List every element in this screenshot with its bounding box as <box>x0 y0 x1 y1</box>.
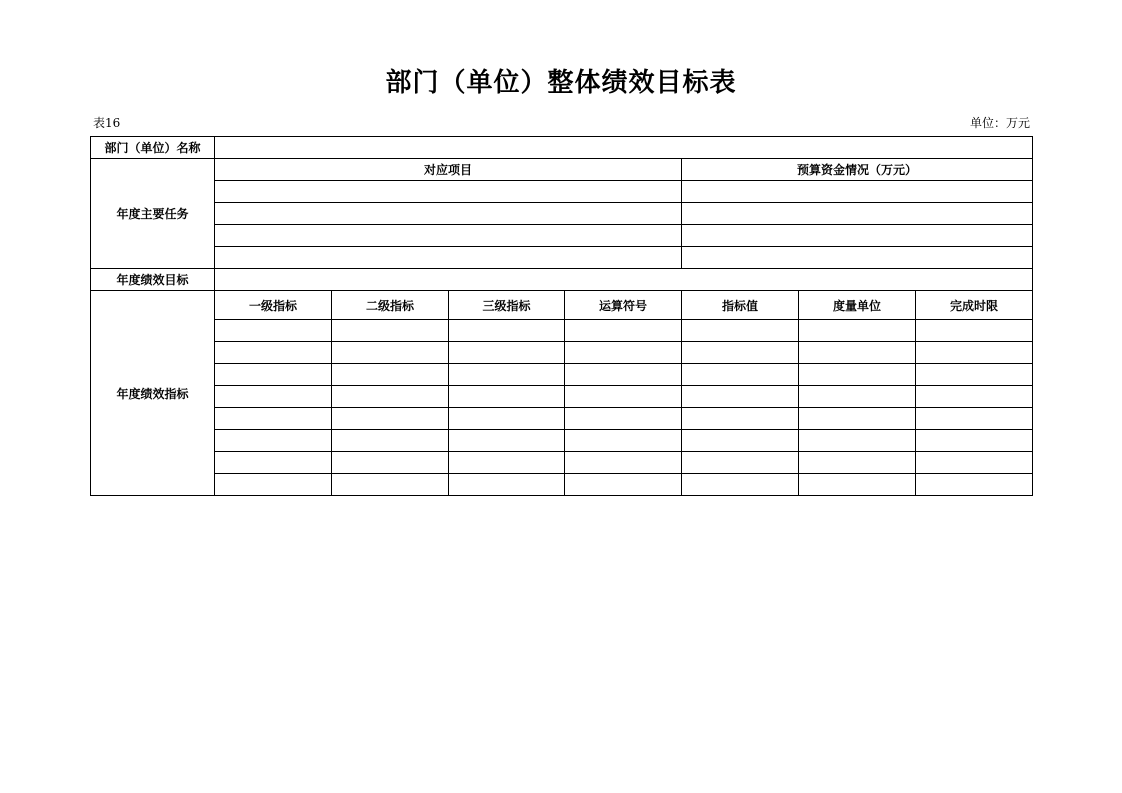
indicator-cell[interactable] <box>449 474 565 496</box>
indicator-cell[interactable] <box>215 452 332 474</box>
indicator-cell[interactable] <box>332 342 449 364</box>
indicator-cell[interactable] <box>332 408 449 430</box>
indicator-cell[interactable] <box>916 342 1033 364</box>
indicator-cell[interactable] <box>332 364 449 386</box>
indicator-cell[interactable] <box>332 452 449 474</box>
indicator-cell[interactable] <box>215 364 332 386</box>
indicator-cell[interactable] <box>565 474 682 496</box>
indicator-cell[interactable] <box>799 408 916 430</box>
indicator-cell[interactable] <box>916 474 1033 496</box>
task-row <box>91 181 1033 203</box>
indicator-cell[interactable] <box>565 342 682 364</box>
indicator-cell[interactable] <box>799 452 916 474</box>
goal-value[interactable] <box>215 269 1033 291</box>
table-number: 表16 <box>93 116 121 130</box>
indicator-cell[interactable] <box>215 320 332 342</box>
indicator-cell[interactable] <box>799 386 916 408</box>
task-project-cell[interactable] <box>215 203 682 225</box>
indicator-cell[interactable] <box>215 408 332 430</box>
indicator-row <box>91 474 1033 496</box>
dept-name-label: 部门（单位）名称 <box>91 137 215 159</box>
indicator-row <box>91 430 1033 452</box>
dept-name-row <box>91 137 1033 159</box>
indicator-cell[interactable] <box>682 430 799 452</box>
indicator-cell[interactable] <box>682 364 799 386</box>
indicator-cell[interactable] <box>565 386 682 408</box>
task-project-cell[interactable] <box>215 247 682 269</box>
indicator-cell[interactable] <box>449 386 565 408</box>
indicator-cell[interactable] <box>215 430 332 452</box>
indicator-col-unit: 度量单位 <box>799 291 916 320</box>
indicator-cell[interactable] <box>449 430 565 452</box>
indicator-col-level1: 一级指标 <box>215 291 332 320</box>
tasks-header-row <box>91 159 1033 181</box>
task-project-cell[interactable] <box>215 225 682 247</box>
indicator-col-level3: 三级指标 <box>449 291 565 320</box>
indicators-label: 年度绩效指标 <box>91 291 215 496</box>
indicator-cell[interactable] <box>916 430 1033 452</box>
indicator-cell[interactable] <box>565 430 682 452</box>
indicator-row <box>91 342 1033 364</box>
task-row <box>91 247 1033 269</box>
indicator-cell[interactable] <box>799 430 916 452</box>
performance-target-table <box>90 136 1033 496</box>
indicator-cell[interactable] <box>449 342 565 364</box>
indicator-col-deadline: 完成时限 <box>916 291 1033 320</box>
indicator-col-value: 指标值 <box>682 291 799 320</box>
indicator-cell[interactable] <box>215 474 332 496</box>
indicator-row <box>91 408 1033 430</box>
indicator-cell[interactable] <box>916 364 1033 386</box>
indicator-col-level2: 二级指标 <box>332 291 449 320</box>
unit-label: 单位：万元 <box>969 116 1030 130</box>
indicator-cell[interactable] <box>916 408 1033 430</box>
indicator-cell[interactable] <box>332 474 449 496</box>
goal-label: 年度绩效目标 <box>91 269 215 291</box>
indicator-row <box>91 386 1033 408</box>
indicator-cell[interactable] <box>916 320 1033 342</box>
task-row <box>91 203 1033 225</box>
indicator-cell[interactable] <box>916 386 1033 408</box>
task-budget-cell[interactable] <box>682 203 1033 225</box>
indicator-cell[interactable] <box>449 452 565 474</box>
tasks-label: 年度主要任务 <box>91 159 215 269</box>
indicator-row <box>91 364 1033 386</box>
indicator-col-operator: 运算符号 <box>565 291 682 320</box>
page-title: 部门（单位）整体绩效目标表 <box>385 68 737 98</box>
goal-row <box>91 269 1033 291</box>
indicator-cell[interactable] <box>565 320 682 342</box>
tasks-col-project: 对应项目 <box>215 159 682 181</box>
indicator-cell[interactable] <box>332 430 449 452</box>
indicator-cell[interactable] <box>565 408 682 430</box>
task-project-cell[interactable] <box>215 181 682 203</box>
indicator-cell[interactable] <box>449 408 565 430</box>
indicator-cell[interactable] <box>799 474 916 496</box>
indicators-header-row <box>91 291 1033 320</box>
indicator-cell[interactable] <box>215 342 332 364</box>
task-row <box>91 225 1033 247</box>
task-budget-cell[interactable] <box>682 181 1033 203</box>
indicator-cell[interactable] <box>332 386 449 408</box>
indicator-cell[interactable] <box>799 364 916 386</box>
indicator-cell[interactable] <box>332 320 449 342</box>
indicator-cell[interactable] <box>449 364 565 386</box>
indicator-cell[interactable] <box>565 364 682 386</box>
indicator-cell[interactable] <box>215 386 332 408</box>
indicator-row <box>91 452 1033 474</box>
indicator-cell[interactable] <box>682 386 799 408</box>
indicator-cell[interactable] <box>799 320 916 342</box>
indicator-cell[interactable] <box>565 452 682 474</box>
indicator-cell[interactable] <box>682 408 799 430</box>
indicator-cell[interactable] <box>449 320 565 342</box>
dept-name-value[interactable] <box>215 137 1033 159</box>
task-budget-cell[interactable] <box>682 225 1033 247</box>
indicator-cell[interactable] <box>916 452 1033 474</box>
indicator-cell[interactable] <box>799 342 916 364</box>
indicator-cell[interactable] <box>682 320 799 342</box>
indicator-row <box>91 320 1033 342</box>
indicator-cell[interactable] <box>682 474 799 496</box>
indicator-cell[interactable] <box>682 452 799 474</box>
tasks-col-budget: 预算资金情况（万元） <box>682 159 1033 181</box>
indicator-cell[interactable] <box>682 342 799 364</box>
task-budget-cell[interactable] <box>682 247 1033 269</box>
